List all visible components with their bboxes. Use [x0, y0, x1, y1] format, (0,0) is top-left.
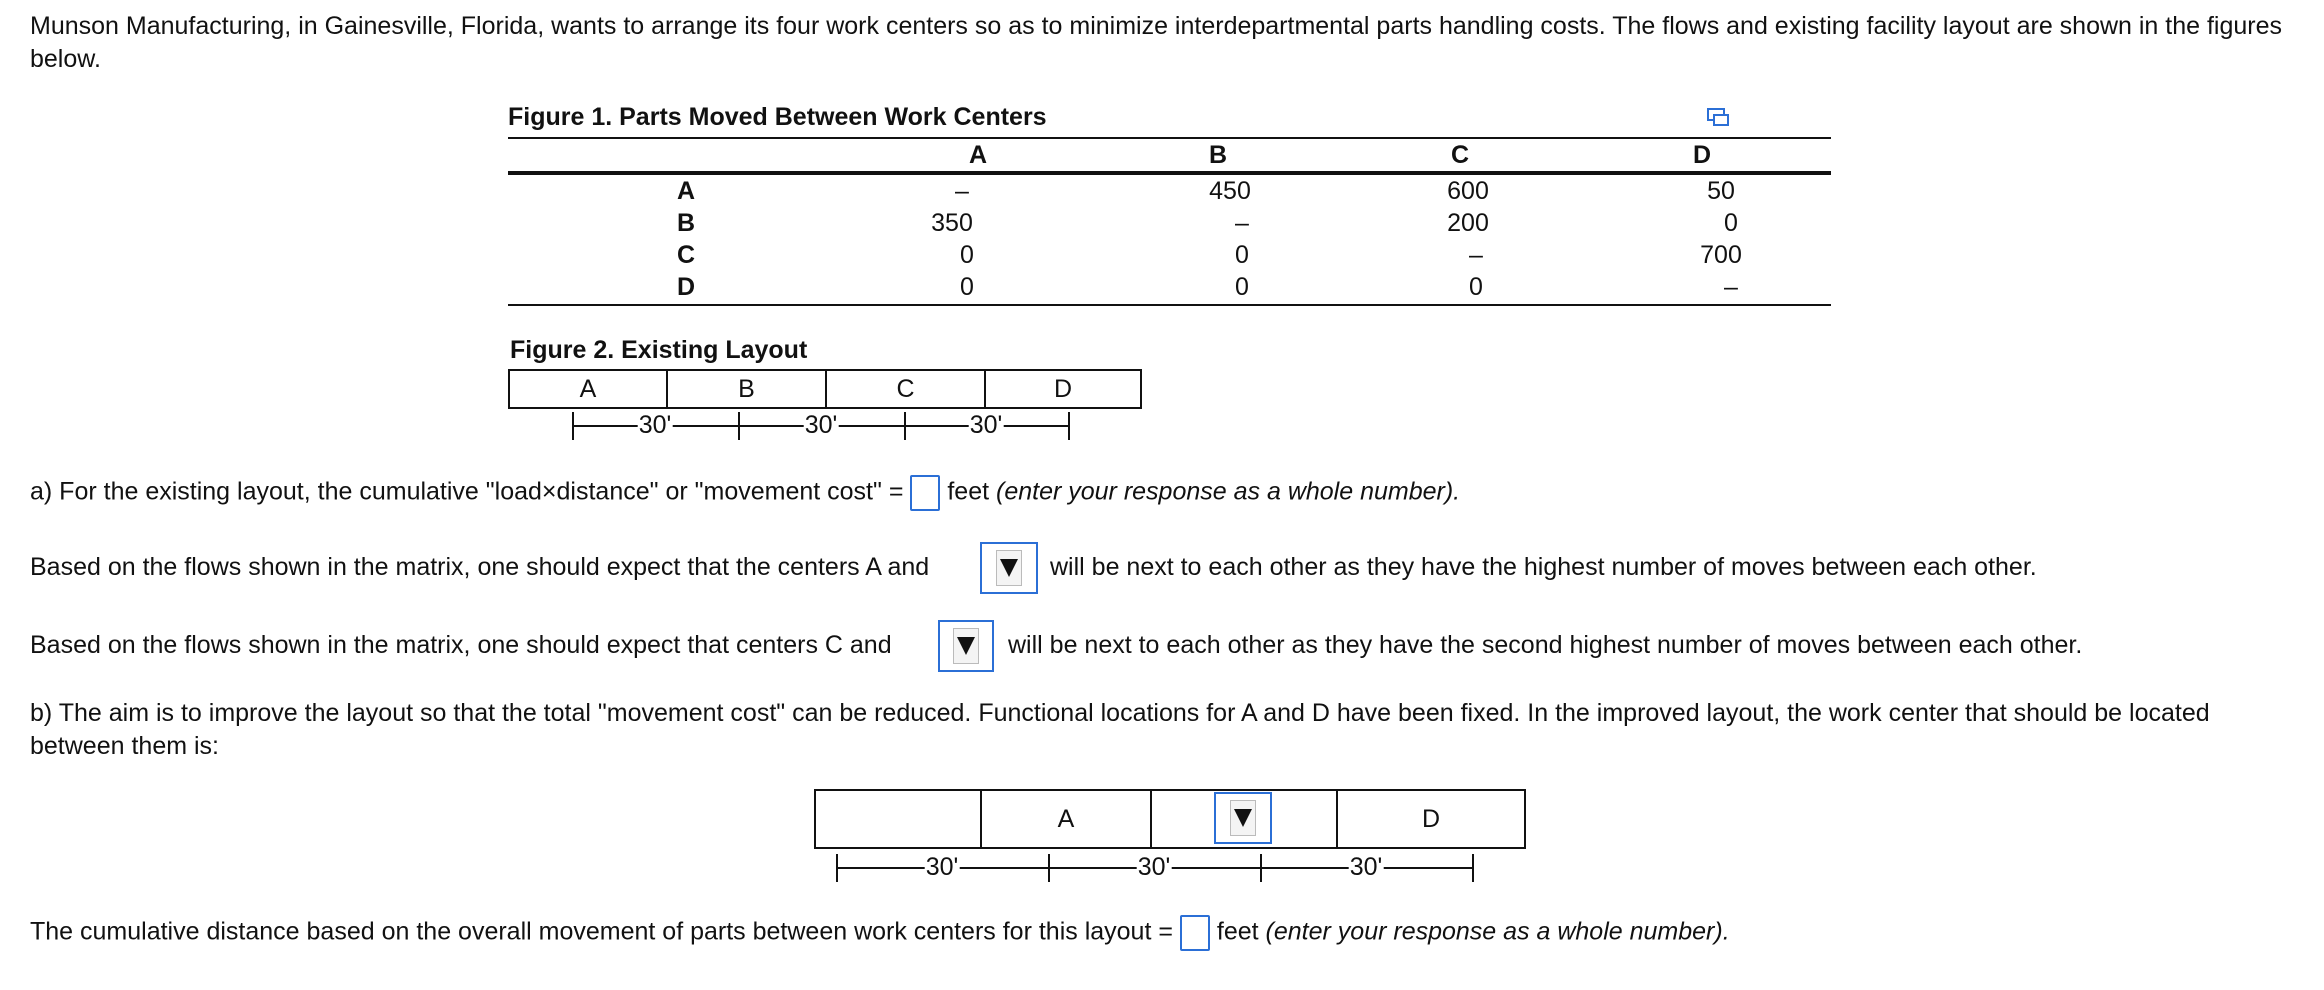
movement-cost-input[interactable]	[910, 475, 940, 511]
cell-c-a: 0	[960, 241, 974, 269]
cell-d-d: –	[1724, 273, 1738, 301]
cell-d-a: 0	[960, 273, 974, 301]
question-final-unit: feet	[1216, 917, 1259, 946]
improved-cell-d: D	[1421, 804, 1441, 833]
chevron-down-icon	[957, 637, 975, 655]
existing-cell-a: A	[510, 371, 668, 407]
existing-layout	[508, 369, 1142, 409]
table-header-rule	[508, 171, 1831, 175]
cell-a-c: 600	[1447, 177, 1489, 205]
row-label-c: C	[676, 241, 696, 269]
figure2-title: Figure 2. Existing Layout	[510, 336, 808, 364]
table-bottom-rule	[508, 304, 1831, 306]
improved-dim-label-2: 30'	[1137, 853, 1171, 881]
existing-cell-d: D	[1053, 374, 1073, 403]
cell-d-c: 0	[1469, 273, 1483, 301]
cell-c-b: 0	[1235, 241, 1249, 269]
improved-cell-a: A	[982, 791, 1152, 847]
question-a-text: a) For the existing layout, the cumulative "load×distance" or "movement cost" =	[30, 477, 904, 506]
existing-cell-c: C	[827, 371, 986, 407]
cell-a-a: –	[955, 177, 969, 205]
dropdown-arrow-button[interactable]	[953, 628, 979, 664]
cumulative-distance-input[interactable]	[1180, 915, 1210, 951]
existing-dim-label-3: 30'	[969, 411, 1003, 439]
improved-cell-1	[816, 791, 982, 847]
question-highest-prefix: Based on the flows shown in the matrix, one should expect that the centers A and	[30, 553, 930, 581]
cell-a-b: 450	[1209, 177, 1251, 205]
col-header-c: C	[1450, 141, 1470, 169]
intro-text: Munson Manufacturing, in Gainesville, Florida, wants to arrange its four work centers so as to minimize interdepartmental parts handling costs. The flows and existing facility layout are shown in the figures below.	[30, 12, 2283, 73]
figure1-title: Figure 1. Parts Moved Between Work Centers	[508, 103, 1047, 131]
table-top-rule	[508, 137, 1831, 139]
dropdown-arrow-button[interactable]	[1230, 800, 1256, 836]
question-a-unit: feet	[947, 477, 990, 506]
chevron-down-icon	[1234, 809, 1252, 827]
question-a-hint: (enter your response as a whole number).	[996, 477, 1461, 506]
row-label-b: B	[676, 209, 696, 237]
middle-center-dropdown[interactable]	[1214, 792, 1272, 844]
existing-dimension-line	[572, 410, 1072, 442]
cell-b-d: 0	[1724, 209, 1738, 237]
cell-a-d: 50	[1707, 177, 1735, 205]
question-highest-suffix: will be next to each other as they have the highest number of moves between each other.	[1050, 553, 2037, 581]
question-final	[30, 915, 1730, 951]
chevron-down-icon	[1000, 559, 1018, 577]
cell-d-b: 0	[1235, 273, 1249, 301]
dropdown-arrow-button[interactable]	[996, 550, 1022, 586]
cell-b-c: 200	[1447, 209, 1489, 237]
question-b: b) The aim is to improve the layout so that the total "movement cost" can be reduced. Functional locations for A and D have been fixed. In the improved layout, the work center that should be located between them is:	[30, 699, 2210, 760]
highest-pair-dropdown[interactable]	[980, 542, 1038, 594]
existing-cell-b: B	[668, 371, 827, 407]
improved-dim-label-1: 30'	[925, 853, 959, 881]
question-a	[30, 475, 1460, 511]
cell-c-c: –	[1469, 241, 1483, 269]
existing-dim-label-2: 30'	[804, 411, 838, 439]
row-label-a: A	[676, 177, 696, 205]
cell-b-a: 350	[931, 209, 973, 237]
improved-dimension-line	[836, 852, 1476, 884]
question-final-text: The cumulative distance based on the overall movement of parts between work centers for this layout =	[30, 917, 1173, 946]
question-final-hint: (enter your response as a whole number).	[1265, 917, 1730, 946]
cell-b-b: –	[1235, 209, 1249, 237]
cell-c-d: 700	[1700, 241, 1742, 269]
row-label-d: D	[676, 273, 696, 301]
improved-layout	[814, 789, 1526, 849]
col-header-d: D	[1692, 141, 1712, 169]
question-second-prefix: Based on the flows shown in the matrix, one should expect that centers C and	[30, 631, 892, 659]
expand-icon[interactable]	[1706, 106, 1730, 133]
second-pair-dropdown[interactable]	[938, 620, 994, 672]
existing-dim-label-1: 30'	[638, 411, 672, 439]
col-header-b: B	[1208, 141, 1228, 169]
col-header-a: A	[968, 141, 988, 169]
question-second-suffix: will be next to each other as they have the second highest number of moves between each other.	[1008, 631, 2083, 659]
improved-dim-label-3: 30'	[1349, 853, 1383, 881]
